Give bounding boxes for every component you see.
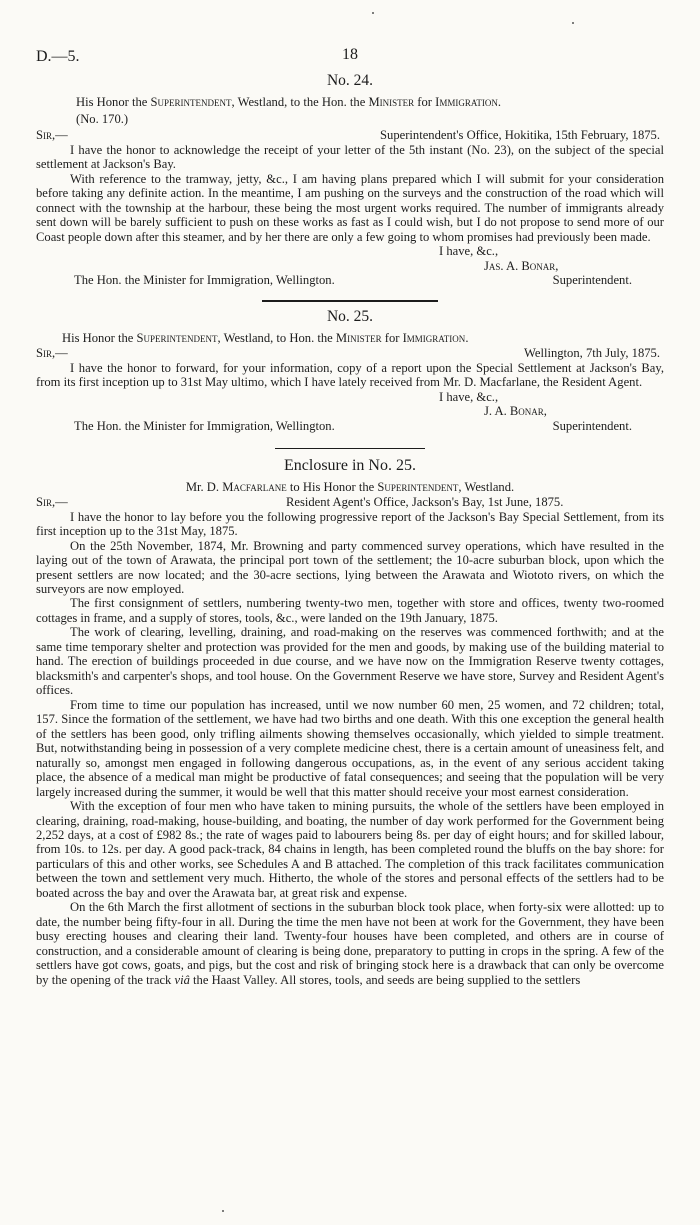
salutation: Sir,— [36,127,68,142]
paragraph: The work of clearing, levelling, draining, and road-making on the reserves was commenced forthwith; and at the same time temporary shelter and protection was provided for the men and goods, by making use of the building material to hand. The erection of buildings proceeded in due course, and we have now on the Immigration Reserve twenty cottages, blacksmith's and carpenter's shops, and tool house. On the Government Reserve we have store, Survey and Resident Agent's offices. [36,625,664,698]
letter-heading: His Honor the Superintendent, Westland, to the Hon. the Minister for Immigration. [76,94,501,109]
page-number: 18 [342,46,358,63]
letter-reference: (No. 170.) [76,112,129,127]
paragraph: With the exception of four men who have taken to mining pursuits, the whole of the settlers have been employed in clearing, draining, road-making, house-building, and boating, the number of day work performed for the Government being 2,252 days, at a cost of £982 8s.; the rate of wages paid to labourers being 8s. per day of eight hours; and for skilled labour, from 10s. to 12s. per day. A good pack-track, 84 chains in length, has been completed round the bluffs on the bay shore: for particulars of this and other works, see Schedules A and B attached. The completion of this track facilitates communication between the town and settlement very much. Hitherto, the whole of the stores and personal effects of the settlers had to be boated across the bay and over the Arawata bar, at great risk and expense. [36,799,664,900]
paragraph: On the 6th March the first allotment of sections in the suburban block took place, when forty-six were allotted: up to date, the number being fifty-four in all. During the time the men have not been at work for the Government, they have been busy erecting houses and clearing their land. Twenty-four houses have been completed, and others are in course of construction, and a considerable amount of clearing is being done, preparatory to putting in crops in the spring. A few of the settlers have got cows, goats, and pigs, but the cost and risk of bringing stock here is a drawback that can only be overcome by the opening of the track viâ the Haast Valley. All stores, tools, and seeds are being supplied to the settlers [36,900,664,987]
enclosure [36,457,664,987]
sender-address: Superintendent's Office, Hokitika, 15th February, 1875. [380,127,660,142]
closing-line [36,273,664,288]
enclosure-title: Enclosure in No. 25. [284,456,416,474]
salutation: Sir,— [36,345,68,360]
sign-off: I have, &c., [439,389,499,404]
sender-address: Wellington, 7th July, 1875. [524,345,660,360]
page-header [36,30,664,66]
paragraph: With reference to the tramway, jetty, &c., I am having plans prepared which I will submit for your consideration before taking any definite action. In the meantime, I am pushing on the surveys and the construction of the road which will connect with the township at the harbour, these being the most urgent works required. The number of immigrants already sent down will be barely sufficient to push on these works as fast as I could wish, but I do not propose to send more of our Coast people down after this steamer, and by her there are only a few going to whom promises had previously been made. [36,171,664,244]
signature: Jas. A. Bonar, [484,258,559,273]
addressee: The Hon. the Minister for Immigration, Wellington. [74,272,335,287]
section-divider [275,448,425,449]
scan-speck [372,12,374,14]
signatory-title: Superintendent. [552,272,632,287]
letter-number: No. 25. [326,308,374,326]
paragraph: From time to time our population has increased, until we now number 60 men, 25 women, and 72 children; total, 157. Since the formation of the settlement, we have had two births and one death. With this one exception the general health of the settlers has been good, only trifling ailments showing themselves occasionally, which yielded to simple treatment. But, notwithstanding being in possession of a very complete medicine chest, there is a certain amount of uneasiness felt, and naturally so, amongst men engaged in following dangerous occupations, as, in the event of any serious accident taking place, the absence of a medical man might be productive of fatal consequences; and seeing that the population will be very largely increased during the summer, it would be well that this matter should receive your most earnest consideration. [36,697,664,799]
enclosure-heading: Mr. D. Macfarlane to His Honor the Superintendent, Westland. [185,480,515,495]
scan-speck [222,1210,224,1212]
letter-heading: His Honor the Superintendent, Westland, to Hon. the Minister for Immigration. [62,331,469,346]
letter-number: No. 24. [326,72,374,89]
signatory-title: Superintendent. [552,418,632,433]
scan-speck [572,22,574,24]
salutation: Sir,— [36,494,68,509]
addressee: The Hon. the Minister for Immigration, Wellington. [74,418,335,433]
paragraph: The first consignment of settlers, numbering twenty-two men, together with store and offices, twenty two-roomed cottages in frame, and a supply of stores, tools, &c., were landed on the 19th January, 1875. [36,596,664,625]
salutation-line [36,128,664,143]
closing-line [36,419,664,434]
sign-off: I have, &c., [439,244,499,259]
paragraph: I have the honor to acknowledge the receipt of your letter of the 5th instant (No. 23), on the subject of the special settlement at Jackson's Bay. [36,142,664,172]
paragraph: I have the honor to lay before you the following progressive report of the Jackson's Bay Special Settlement, from its first inception up to the 31st May, 1875. [36,509,664,539]
paragraph: I have the honor to forward, for your information, copy of a report upon the Special Settlement at Jackson's Bay, from its first inception up to 31st May ultimo, which I have lately received from Mr. D. Macfarlane, the Resident Agent. [36,360,664,390]
sender-address: Resident Agent's Office, Jackson's Bay, 1st June, 1875. [286,494,564,509]
letter-no-24 [36,72,664,288]
page [36,30,664,987]
document-reference: D.—5. [36,48,80,65]
section-divider [262,300,438,303]
salutation-line [36,346,664,361]
letter-no-25 [36,308,664,433]
signature: J. A. Bonar, [484,404,547,419]
paragraph: On the 25th November, 1874, Mr. Browning and party commenced survey operations, which have resulted in the laying out of the town of Arawata, the principal port town of the settlement; the 10-acre suburban block, upon which the present settlers are now located; and the 30-acre sections, lying between the Arawata and Wiototo rivers, on which the surveyors are now employed. [36,538,664,597]
salutation-line [36,495,664,510]
